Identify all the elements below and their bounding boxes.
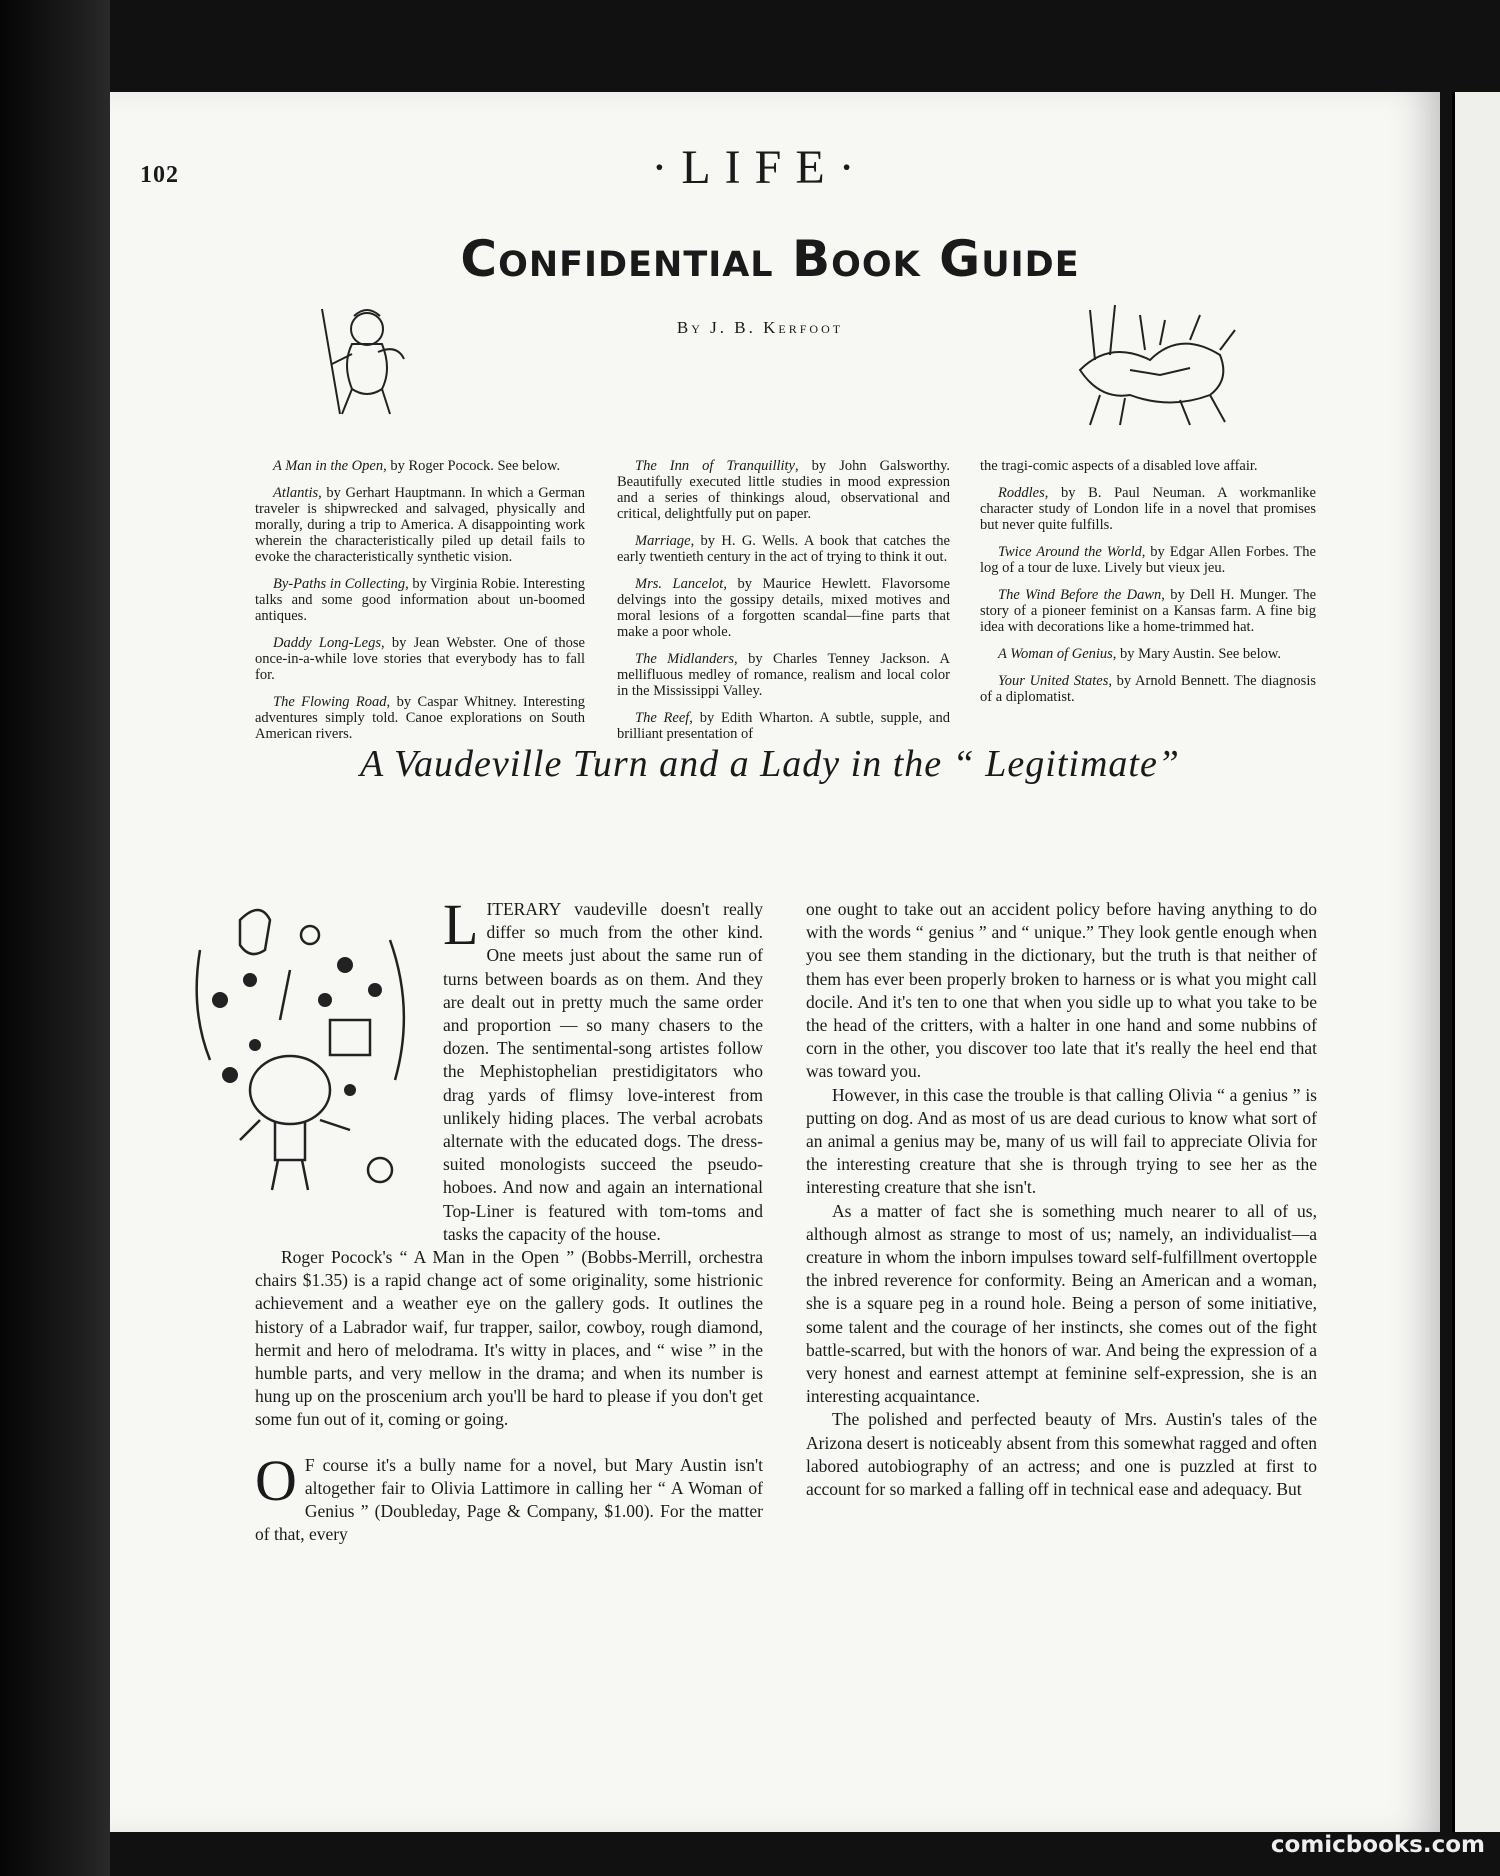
- adjacent-page-edge: [1452, 92, 1500, 1832]
- article-column-left: [255, 892, 763, 1546]
- guide-entry: The Midlanders, by Charles Tenney Jackson. A mellifluous medley of romance, realism and local color in the Mississippi Valley.: [617, 651, 951, 699]
- watermark-logo: comicbooks.com: [1270, 1832, 1485, 1858]
- stampede-illustration: [1070, 300, 1240, 430]
- guide-entry: The Wind Before the Dawn, by Dell H. Munger. The story of a pioneer feminist on a Kansas farm. A fine big idea with decorations like a home-trimmed hat.: [980, 587, 1317, 635]
- guide-entry: The Inn of Tranquillity, by John Galsworthy. Beautifully executed little studies in mood expression and a series of thinkings aloud, observational and critical, delightfully put on paper.: [617, 458, 951, 522]
- article-paragraph: one ought to take out an accident policy before having anything to do with the words “ genius ” and “ unique.” They look gentle enough when you see them standing in the dictionary, but the truth is that neither of them has ever been properly broken to harness or is what you might call docile. And it's ten to one that when you sidle up to what you take to be the head of the critters, with a halter in one hand and some nubbins of corn in the other, you discover too late that it's really the heel end that was toward you.: [806, 899, 1317, 1082]
- guide-column-1: [255, 458, 585, 753]
- guide-entry: A Man in the Open, by Roger Pocock. See below.: [273, 458, 561, 474]
- guide-entry: Atlantis, by Gerhart Hauptmann. In which a German traveler is shipwrecked and salvaged, physically and morally, during a trip to America. A disappointing work wherein the characteristically piled up detail fails to evoke the characteristically synthetic vision.: [255, 485, 585, 565]
- book-spine-shadow: [0, 0, 110, 1876]
- guide-entry: Mrs. Lancelot, by Maurice Hewlett. Flavorsome delvings into the gossipy details, mixed motives and moral lesions of a forgotten scandal—fine parts that make a poor whole.: [617, 576, 951, 640]
- guide-entry-continued: the tragi-comic aspects of a disabled love affair.: [980, 458, 1258, 474]
- guide-entry: Twice Around the World, by Edgar Allen Forbes. The log of a tour de luxe. Lively but vieux jeu.: [980, 544, 1316, 576]
- article-paragraph: Roger Pocock's “ A Man in the Open ” (Bobbs-Merrill, orchestra chairs $1.35) is a rapid change act of some originality, some histrionic achievement and a weather eye on the gallery gods. It outlines the history of a Labrador waif, fur trapper, sailor, cowboy, rough diamond, hermit and hero of melodrama. It's witty in places, and “ wise ” in the humble parts, and very mellow in the drama; and when its number is hung up on the proscenium arch you'll be hard to please if you don't get some fun out of it, coming or going.: [255, 1247, 763, 1430]
- article-paragraph: LITERARY vaudeville doesn't really differ so much from the other kind. One meets just about the same run of turns between boards as on them. And they are dealt out in pretty much the same order and proportion — so many chasers to the dozen. The sentimental-song artistes follow the Mephistophelian prestidigitators who drag yards of flimsy love-interest from unlikely hiding places. The verbal acrobats alternate with the educated dogs. The dress-suited monologists succeed the pseudo-hoboes. And now and again an international Top-Liner is featured with tom-toms and tasks the capacity of the house.: [443, 892, 763, 1244]
- drop-cap: O: [255, 1447, 297, 1513]
- guide-entry: Marriage, by H. G. Wells. A book that catches the early twentieth century in the act of trying to think it out.: [617, 533, 950, 565]
- page-number: 102: [140, 162, 179, 188]
- article-paragraph: O F course it's a bully name for a novel, but Mary Austin isn't altogether fair to Olivia Lattimore in calling her “ A Woman of Genius ” (Doubleday, Page & Company, $1.00). For the matter of that, every: [255, 1447, 763, 1545]
- article-headline: A Vaudeville Turn and a Lady in the “ Legitimate”: [360, 743, 1180, 785]
- guide-entry: Your United States, by Arnold Bennett. The diagnosis of a diplomatist.: [980, 673, 1316, 705]
- guide-entry: Daddy Long-Legs, by Jean Webster. One of those once-in-a-while love stories that everybody has to fall for.: [255, 635, 585, 683]
- guide-entry: Roddles, by B. Paul Neuman. A workmanlike character study of London life in a novel that promises but never quite fulfills.: [980, 485, 1316, 533]
- article-paragraph: As a matter of fact she is something much nearer to all of us, although almost as strange to most of us; namely, an individualist—a creature in whom the inborn impulses toward self-fulfillment overtopple the inbred reverence for conformity. Being an American and a woman, she is a square peg in a round hole. Being a person of some initiative, some talent and the courage of her instincts, she comes out of the fight battle-scarred, but with the honors of war. And being the expression of a very honest and earnest attempt at feminine self-expression, she is an interesting acquaintance.: [806, 1200, 1317, 1407]
- guide-column-3: [980, 458, 1316, 716]
- article-column-right: [806, 898, 1317, 1501]
- cherub-illustration: [312, 304, 412, 424]
- guide-entry: A Woman of Genius, by Mary Austin. See below.: [998, 646, 1282, 662]
- article-paragraph: However, in this case the trouble is that calling Olivia “ a genius ” is putting on dog. And as most of us are dead curious to know what sort of an animal a genius may be, many of us will fail to appreciate Olivia for the interesting creature that she is through trying to see her as the interesting creature that she isn't.: [806, 1084, 1317, 1198]
- guide-entry: By-Paths in Collecting, by Virginia Robie. Interesting talks and some good information about un-boomed antiques.: [255, 576, 585, 624]
- guide-entry: The Flowing Road, by Caspar Whitney. Interesting adventures simply told. Canoe explorations on South American rivers.: [255, 694, 585, 742]
- byline: By J. B. Kerfoot: [676, 318, 844, 337]
- masthead-title: ·LIFE·: [651, 141, 869, 194]
- guide-title: Confidential Book Guide: [460, 230, 1080, 288]
- article-paragraph: The polished and perfected beauty of Mrs. Austin's tales of the Arizona desert is noticeably absent from this somewhat ragged and often labored autobiography of an actress; and one is puzzled at first to account for so marked a falling off in technical ease and adequacy. But: [806, 1409, 1317, 1500]
- guide-entry: The Reef, by Edith Wharton. A subtle, supple, and brilliant presentation of: [617, 710, 950, 742]
- guide-column-2: [617, 458, 950, 753]
- drop-cap: L: [443, 892, 479, 957]
